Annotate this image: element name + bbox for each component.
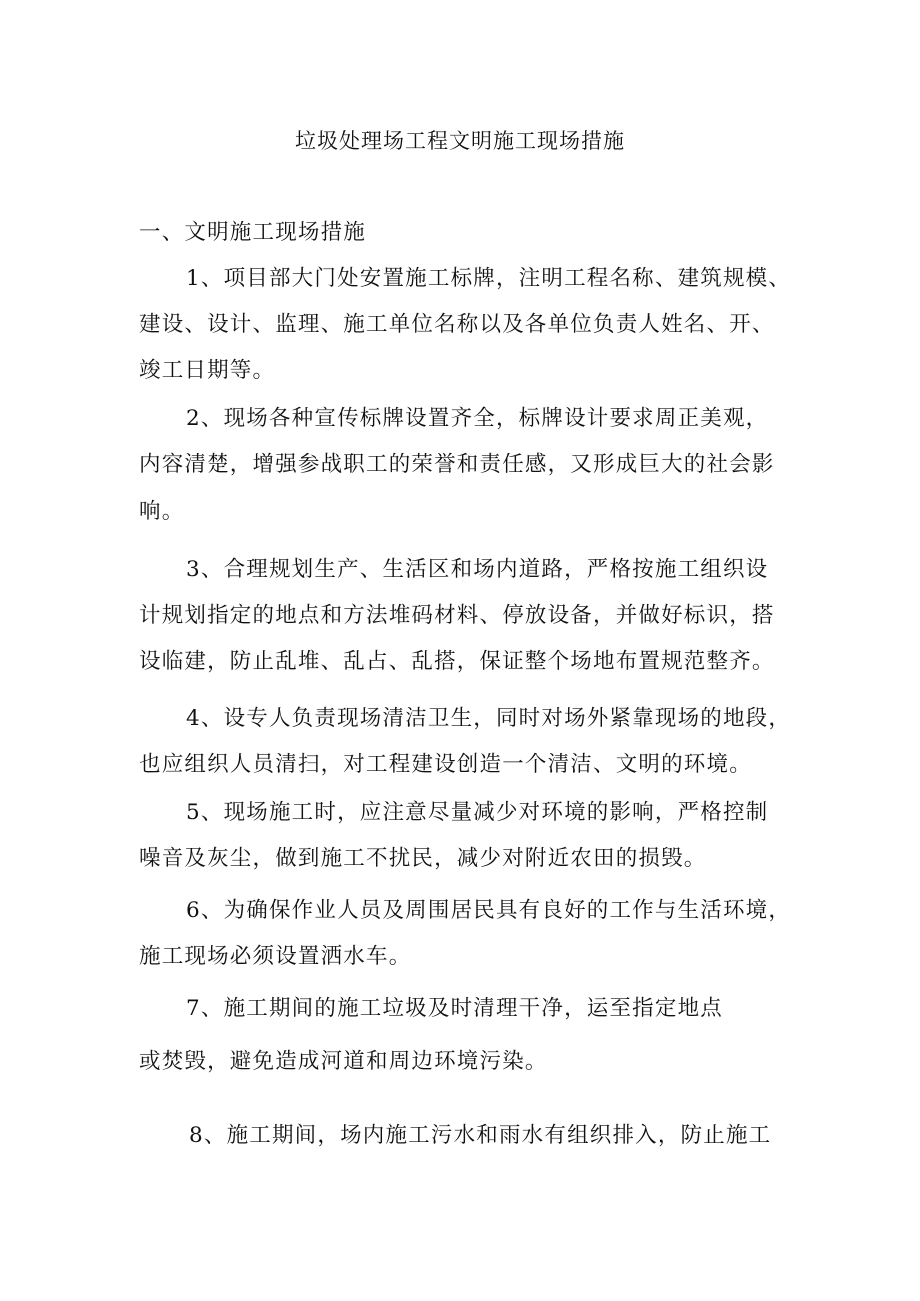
- paragraph-5-line-2: 噪音及灰尘，做到施工不扰民，减少对附近农田的损毁。: [139, 846, 707, 871]
- paragraph-3-line-1: 3、合理规划生产、生活区和场内道路，严格按施工组织设: [186, 557, 769, 582]
- paragraph-4-line-2: 也应组织人员清扫，对工程建设创造一个清洁、文明的环境。: [139, 752, 752, 777]
- paragraph-6-line-2: 施工现场必须设置洒水车。: [139, 944, 412, 969]
- paragraph-6-line-1: 6、为确保作业人员及周围居民具有良好的工作与生活环境，: [186, 898, 792, 923]
- paragraph-1-line-2: 建设、设计、监理、施工单位名称以及各单位负责人姓名、开、: [139, 312, 775, 337]
- paragraph-3-line-3: 设临建，防止乱堆、乱占、乱搭，保证整个场地布置规范整齐。: [139, 649, 775, 674]
- paragraph-3-line-2: 计规划指定的地点和方法堆码材料、停放设备，并做好标识，搭: [139, 603, 775, 628]
- paragraph-7-line-1: 7、施工期间的施工垃圾及时清理干净，运至指定地点: [186, 996, 723, 1021]
- document-title: 垃圾处理场工程文明施工现场措施: [295, 129, 625, 153]
- paragraph-2-line-3: 响。: [139, 499, 185, 524]
- paragraph-1-line-1: 1、项目部大门处安置施工标牌，注明工程名称、建筑规模、: [186, 266, 792, 291]
- paragraph-4-line-1: 4、设专人负责现场清洁卫生，同时对场外紧靠现场的地段，: [186, 706, 792, 731]
- paragraph-1-line-3: 竣工日期等。: [139, 358, 276, 383]
- paragraph-8-line-1: 8、施工期间，场内施工污水和雨水有组织排入，防止施工: [189, 1123, 772, 1148]
- paragraph-7-line-2: 或焚毁，避免造成河道和周边环境污染。: [139, 1049, 548, 1074]
- paragraph-2-line-1: 2、现场各种宣传标牌设置齐全，标牌设计要求周正美观，: [186, 406, 769, 431]
- paragraph-5-line-1: 5、现场施工时，应注意尽量减少对环境的影响，严格控制: [186, 800, 769, 825]
- section-heading: 一、文明施工现场措施: [139, 220, 367, 245]
- paragraph-2-line-2: 内容清楚，增强参战职工的荣誉和责任感，又形成巨大的社会影: [139, 452, 775, 477]
